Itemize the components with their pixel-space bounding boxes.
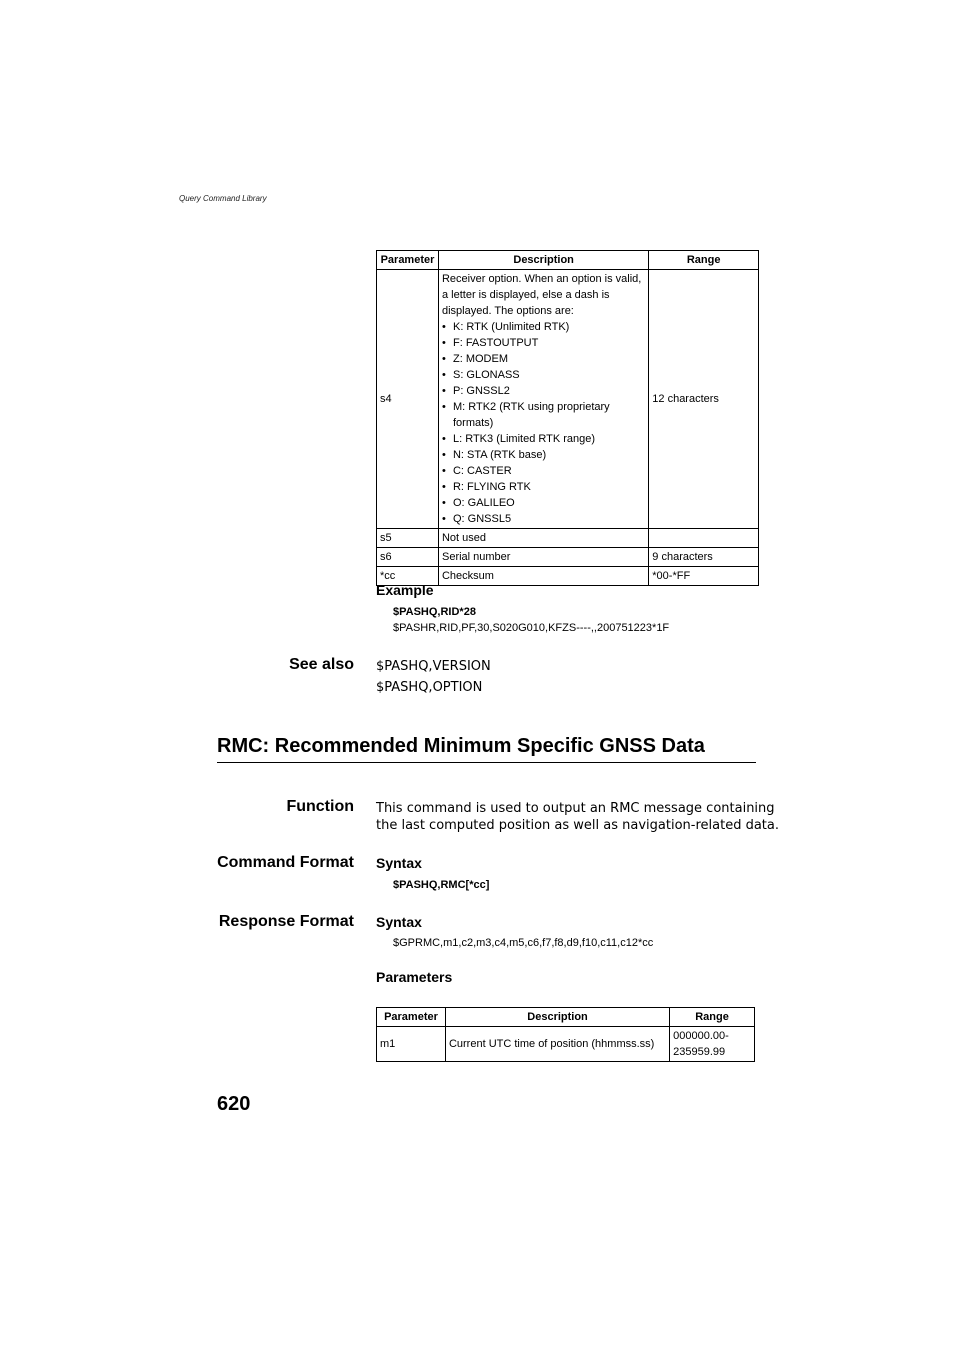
see-also-label: See also [289, 656, 354, 673]
example-heading: Example [376, 582, 434, 598]
table-row [377, 1027, 755, 1062]
section-title: RMC: Recommended Minimum Specific GNSS Data [217, 735, 756, 763]
header-range: Range [649, 251, 759, 270]
cell-range [649, 529, 759, 548]
header-description: Description [445, 1008, 669, 1027]
command-format-label: Command Format [217, 854, 354, 871]
function-text-line1: This command is used to output an RMC message containing [376, 801, 775, 816]
example-response: $PASHR,RID,PF,30,S020G010,KFZS----,,200751223*1F [393, 622, 670, 634]
options-list [442, 319, 645, 527]
list-item: • C: CASTER [442, 463, 645, 479]
range-line-2: 235959.99 [673, 1046, 726, 1058]
table-row [377, 529, 759, 548]
list-item: • K: RTK (Unlimited RTK) [442, 319, 645, 335]
cell-parameter: s4 [377, 270, 439, 529]
table-header-row [377, 1008, 755, 1027]
s4-intro: Receiver option. When an option is valid, a letter is displayed, else a dash is displayed. The options are: [441, 273, 642, 317]
see-also-item-option: $PASHQ,OPTION [376, 680, 483, 695]
cell-range: *00-*FF [649, 567, 759, 586]
cell-description [438, 270, 648, 529]
cell-range: 9 characters [649, 548, 759, 567]
list-item: • N: STA (RTK base) [442, 447, 645, 463]
function-label: Function [286, 798, 354, 815]
parameters-heading: Parameters [376, 969, 453, 985]
cell-description: Checksum [438, 567, 648, 586]
list-item: • Q: GNSSL5 [442, 511, 645, 527]
response-syntax: $GPRMC,m1,c2,m3,c4,m5,c6,f7,f8,d9,f10,c11,c12*cc [393, 937, 654, 949]
cell-description: Not used [438, 529, 648, 548]
command-syntax: $PASHQ,RMC[*cc] [393, 879, 490, 891]
cell-parameter: s6 [377, 548, 439, 567]
see-also-item-version: $PASHQ,VERSION [376, 659, 491, 674]
cell-parameter: m1 [377, 1027, 446, 1062]
table-row [377, 548, 759, 567]
page-number: 620 [217, 1093, 251, 1115]
running-header: Query Command Library [179, 194, 267, 203]
list-item: • R: FLYING RTK [442, 479, 645, 495]
table-row [377, 270, 759, 529]
response-format-label: Response Format [218, 913, 354, 930]
range-line-1: 000000.00- [673, 1030, 729, 1042]
list-item: • O: GALILEO [442, 495, 645, 511]
list-item: • P: GNSSL2 [442, 383, 645, 399]
header-description: Description [438, 251, 648, 270]
cell-description: Current UTC time of position (hhmmss.ss) [445, 1027, 669, 1062]
table-header-row [377, 251, 759, 270]
list-item: • S: GLONASS [442, 367, 645, 383]
command-syntax-heading: Syntax [376, 855, 422, 871]
parameters-table-rmc [376, 1007, 755, 1062]
parameters-table-top [376, 250, 759, 586]
function-text-line2: the last computed position as well as navigation-related data. [376, 818, 779, 833]
list-item: • L: RTK3 (Limited RTK range) [442, 431, 645, 447]
header-parameter: Parameter [377, 1008, 446, 1027]
list-item: • M: RTK2 (RTK using proprietary formats) [442, 399, 645, 431]
cell-description: Serial number [438, 548, 648, 567]
cell-range: 12 characters [649, 270, 759, 529]
response-syntax-heading: Syntax [376, 914, 422, 930]
list-item: • F: FASTOUTPUT [442, 335, 645, 351]
cell-range [670, 1027, 755, 1062]
cell-parameter: *cc [377, 567, 439, 586]
example-command: $PASHQ,RID*28 [393, 606, 476, 618]
header-parameter: Parameter [377, 251, 439, 270]
list-item: • Z: MODEM [442, 351, 645, 367]
header-range: Range [670, 1008, 755, 1027]
cell-parameter: s5 [377, 529, 439, 548]
